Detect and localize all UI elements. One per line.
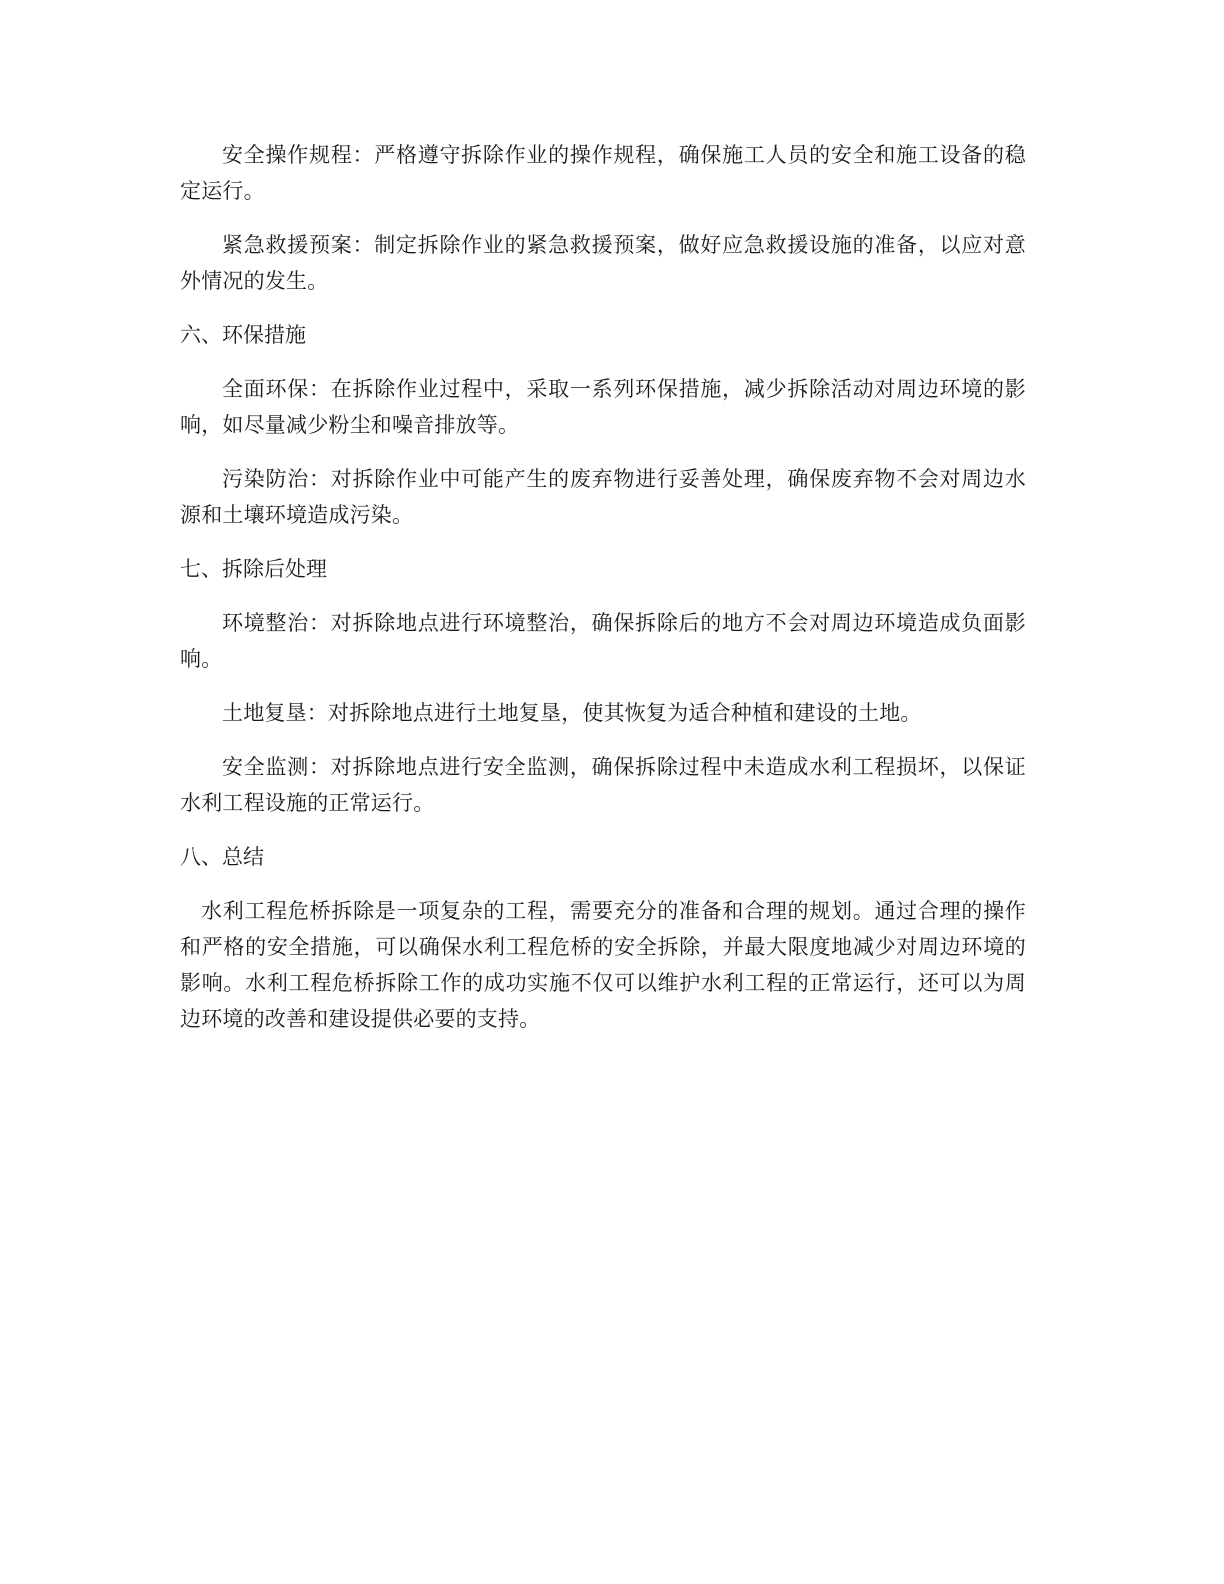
paragraph-safety-monitoring: 安全监测：对拆除地点进行安全监测，确保拆除过程中未造成水利工程损坏，以保证水利工程设施的正常运行。 [180,755,1026,815]
paragraph-emergency-plan: 紧急救援预案：制定拆除作业的紧急救援预案，做好应急救援设施的准备，以应对意外情况的发生。 [180,233,1026,293]
paragraph-pollution-control: 污染防治：对拆除作业中可能产生的废弃物进行妥善处理，确保废弃物不会对周边水源和土壤环境造成污染。 [180,467,1026,527]
paragraph-summary: 水利工程危桥拆除是一项复杂的工程，需要充分的准备和合理的规划。通过合理的操作和严格的安全措施，可以确保水利工程危桥的安全拆除，并最大限度地减少对周边环境的影响。水利工程危桥拆除工作的成功实施不仅可以维护水利工程的正常运行，还可以为周边环境的改善和建设提供必要的支持。 [180,899,1026,1031]
paragraph-safety-procedures: 安全操作规程：严格遵守拆除作业的操作规程，确保施工人员的安全和施工设备的稳定运行。 [180,143,1026,203]
paragraph-full-environmental: 全面环保：在拆除作业过程中，采取一系列环保措施，减少拆除活动对周边环境的影响，如尽量减少粉尘和噪音排放等。 [180,377,1026,437]
document-page [180,137,1026,1055]
section-heading-summary: 八、总结 [180,845,264,869]
section-heading-environmental: 六、环保措施 [180,323,306,347]
paragraph-land-reclamation: 土地复垦：对拆除地点进行土地复垦，使其恢复为适合种植和建设的土地。 [222,701,922,725]
paragraph-site-remediation: 环境整治：对拆除地点进行环境整治，确保拆除后的地方不会对周边环境造成负面影响。 [180,611,1026,671]
section-heading-post-demolition: 七、拆除后处理 [180,557,327,581]
